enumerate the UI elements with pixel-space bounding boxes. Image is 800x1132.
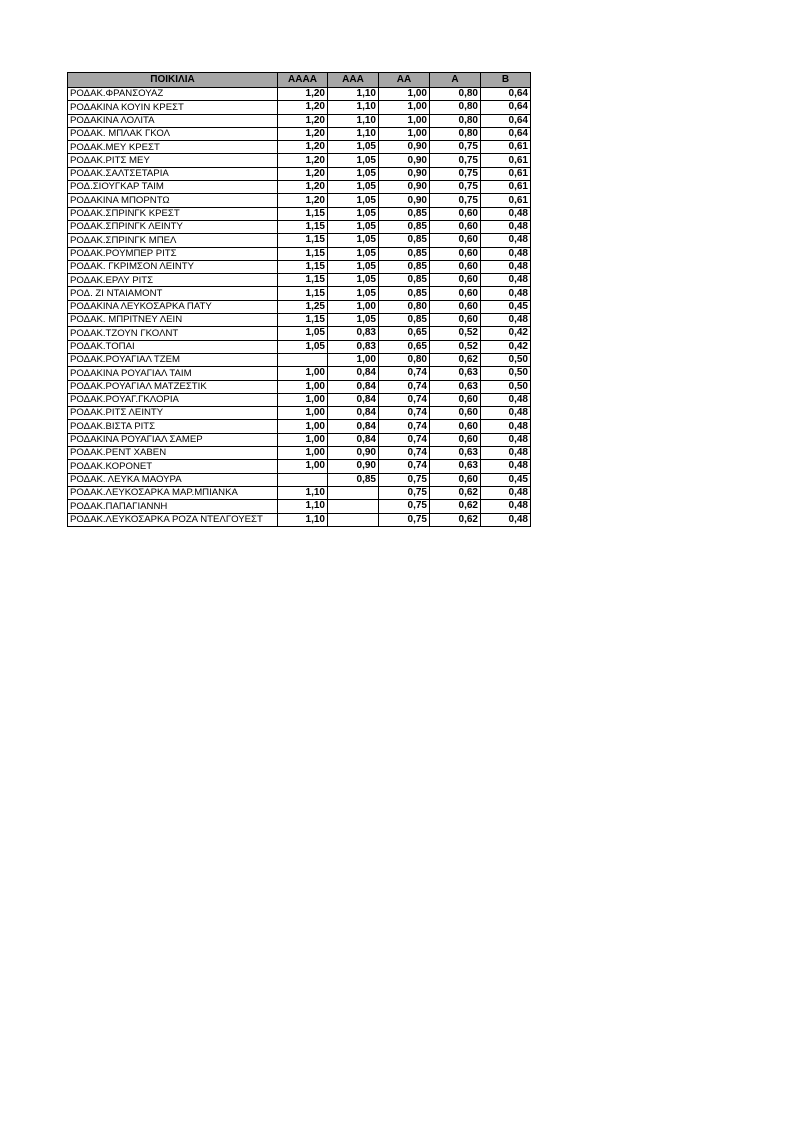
variety-cell: ΡΟΔΑΚ.ΣΠΡΙΝΓΚ ΜΠΕΛ [68,234,278,247]
grade-a-cell: 0,60 [430,247,481,260]
grade-aaa-cell [328,500,379,513]
grade-b-cell: 0,42 [481,327,531,340]
grade-a-cell: 0,75 [430,181,481,194]
grade-aa-cell: 1,00 [379,88,430,101]
variety-cell: ΡΟΔΑΚ.ΣΠΡΙΝΓΚ ΚΡΕΣΤ [68,207,278,220]
grade-b-cell: 0,42 [481,340,531,353]
grade-b-cell: 0,48 [481,447,531,460]
grade-aaa-cell: 0,84 [328,433,379,446]
grade-aaa-cell: 1,10 [328,88,379,101]
grade-a-cell: 0,60 [430,407,481,420]
table-row [68,500,531,513]
grade-b-cell: 0,48 [481,207,531,220]
grade-a-cell: 0,80 [430,114,481,127]
grade-b-cell: 0,61 [481,154,531,167]
grade-b-cell: 0,48 [481,433,531,446]
grade-a-cell: 0,62 [430,500,481,513]
table-row [68,127,531,140]
grade-a-cell: 0,63 [430,447,481,460]
grade-aa-cell: 0,75 [379,473,430,486]
grade-a-cell: 0,62 [430,513,481,526]
grade-aa-cell: 0,85 [379,234,430,247]
grade-aaaa-cell [278,473,328,486]
variety-cell: ΡΟΔΑΚ.ΡΙΤΣ ΜΕΥ [68,154,278,167]
grade-a-cell: 0,60 [430,260,481,273]
grade-a-cell: 0,63 [430,380,481,393]
grade-a-cell: 0,60 [430,420,481,433]
header-row [68,73,531,88]
grade-b-cell: 0,48 [481,314,531,327]
grade-aaa-cell [328,513,379,526]
grade-aa-cell: 0,85 [379,287,430,300]
grade-aaa-cell: 1,05 [328,234,379,247]
grade-a-cell: 0,60 [430,220,481,233]
grade-aaa-cell: 0,83 [328,327,379,340]
grade-aa-cell: 0,74 [379,393,430,406]
grade-b-cell: 0,61 [481,141,531,154]
header-grade-b: B [481,73,531,88]
variety-cell: ΡΟΔΑΚΙΝΑ ΛΕΥΚΟΣΑΡΚΑ ΠΑΤΥ [68,300,278,313]
table-row [68,460,531,473]
table-row [68,207,531,220]
grade-aa-cell: 0,74 [379,380,430,393]
grade-aa-cell: 0,65 [379,327,430,340]
grade-a-cell: 0,60 [430,393,481,406]
grade-b-cell: 0,61 [481,167,531,180]
grade-a-cell: 0,75 [430,154,481,167]
grade-b-cell: 0,48 [481,420,531,433]
grade-aaa-cell: 0,90 [328,460,379,473]
grade-b-cell: 0,48 [481,500,531,513]
table-row [68,234,531,247]
variety-cell: ΡΟΔΑΚ.ΡΕΝΤ ΧΑΒΕΝ [68,447,278,460]
grade-a-cell: 0,60 [430,433,481,446]
grade-b-cell: 0,64 [481,127,531,140]
table-row [68,220,531,233]
grade-aaaa-cell: 1,20 [278,181,328,194]
variety-cell: ΡΟΔΑΚΙΝΑ ΡΟΥΑΓΙΑΛ ΤΑΙΜ [68,367,278,380]
grade-b-cell: 0,48 [481,407,531,420]
grade-b-cell: 0,48 [481,247,531,260]
grade-a-cell: 0,75 [430,141,481,154]
grade-aa-cell: 0,75 [379,486,430,499]
table-header [68,73,531,88]
variety-cell: ΡΟΔΑΚ.ΛΕΥΚΟΣΑΡΚΑ ΡΟΖΑ ΝΤΕΛΓΟΥΕΣΤ [68,513,278,526]
grade-aa-cell: 0,85 [379,207,430,220]
grade-aa-cell: 0,85 [379,314,430,327]
grade-aaa-cell: 1,10 [328,114,379,127]
grade-aaa-cell: 1,05 [328,274,379,287]
table-body [68,88,531,527]
grade-b-cell: 0,45 [481,473,531,486]
grade-b-cell: 0,64 [481,114,531,127]
grade-aa-cell: 0,80 [379,353,430,366]
grade-aaa-cell: 1,00 [328,300,379,313]
variety-cell: ΡΟΔΑΚ.ΡΟΥΑΓ.ΓΚΛΟΡΙΑ [68,393,278,406]
grade-aaaa-cell: 1,25 [278,300,328,313]
grade-a-cell: 0,75 [430,167,481,180]
variety-cell: ΡΟΔΑΚ.ΡΙΤΣ ΛΕΙΝΤΥ [68,407,278,420]
variety-cell: ΡΟΔΑΚΙΝΑ ΡΟΥΑΓΙΑΛ ΣΑΜΕΡ [68,433,278,446]
grade-a-cell: 0,80 [430,127,481,140]
variety-cell: ΡΟΔ.ΣΙΟΥΓΚΑΡ ΤΑΙΜ [68,181,278,194]
grade-aa-cell: 0,74 [379,433,430,446]
variety-cell: ΡΟΔΑΚΙΝΑ ΚΟΥΙΝ ΚΡΕΣΤ [68,101,278,114]
grade-aaa-cell: 0,84 [328,380,379,393]
table-row [68,287,531,300]
table-row [68,340,531,353]
grade-aaaa-cell [278,353,328,366]
grade-aa-cell: 0,90 [379,194,430,207]
grade-aaa-cell: 1,05 [328,220,379,233]
grade-b-cell: 0,48 [481,486,531,499]
grade-aaa-cell: 0,84 [328,420,379,433]
variety-cell: ΡΟΔΑΚ. ΜΠΡΙΤΝΕΥ ΛΕΙΝ [68,314,278,327]
table-row [68,141,531,154]
table-row [68,393,531,406]
grade-aaaa-cell: 1,20 [278,114,328,127]
table-row [68,114,531,127]
grade-aaaa-cell: 1,20 [278,154,328,167]
grade-aaaa-cell: 1,10 [278,486,328,499]
grade-b-cell: 0,48 [481,393,531,406]
grade-aa-cell: 0,74 [379,420,430,433]
grade-b-cell: 0,45 [481,300,531,313]
variety-cell: ΡΟΔΑΚΙΝΑ ΜΠΟΡΝΤΩ [68,194,278,207]
grade-aa-cell: 0,90 [379,167,430,180]
table-row [68,420,531,433]
grade-b-cell: 0,61 [481,181,531,194]
grade-aaaa-cell: 1,20 [278,141,328,154]
grade-aa-cell: 0,74 [379,447,430,460]
variety-cell: ΡΟΔΑΚ.ΣΑΛΤΣΕΤΑΡΙΑ [68,167,278,180]
variety-cell: ΡΟΔΑΚ.ΚΟΡΟΝΕΤ [68,460,278,473]
variety-cell: ΡΟΔΑΚ. ΛΕΥΚΑ ΜΑΟΥΡΑ [68,473,278,486]
table-row [68,353,531,366]
grade-b-cell: 0,48 [481,460,531,473]
grade-a-cell: 0,60 [430,300,481,313]
grade-b-cell: 0,64 [481,101,531,114]
grade-aaaa-cell: 1,20 [278,194,328,207]
grade-a-cell: 0,62 [430,353,481,366]
grade-aaaa-cell: 1,00 [278,420,328,433]
variety-cell: ΡΟΔΑΚ. ΓΚΡΙΜΣΟΝ ΛΕΙΝΤΥ [68,260,278,273]
grade-aa-cell: 0,90 [379,141,430,154]
grade-aaaa-cell: 1,15 [278,314,328,327]
grade-aaa-cell: 1,05 [328,167,379,180]
grade-aaa-cell: 0,84 [328,393,379,406]
grade-aaa-cell: 0,83 [328,340,379,353]
table-row [68,513,531,526]
grade-a-cell: 0,60 [430,473,481,486]
variety-cell: ΡΟΔΑΚ.ΠΑΠΑΓΙΑΝΝΗ [68,500,278,513]
grade-b-cell: 0,61 [481,194,531,207]
grade-aaa-cell: 1,05 [328,154,379,167]
grade-a-cell: 0,63 [430,367,481,380]
grade-aa-cell: 0,74 [379,367,430,380]
grade-aaaa-cell: 1,00 [278,367,328,380]
grade-aa-cell: 1,00 [379,101,430,114]
variety-cell: ΡΟΔΑΚ.ΤΖΟΥΝ ΓΚΟΛΝΤ [68,327,278,340]
grade-aaa-cell: 1,05 [328,181,379,194]
grade-aa-cell: 0,75 [379,500,430,513]
variety-cell: ΡΟΔΑΚ. ΜΠΛΑΚ ΓΚΟΛ [68,127,278,140]
header-grade-aaaa: AAAA [278,73,328,88]
grade-aaaa-cell: 1,05 [278,327,328,340]
table-row [68,473,531,486]
grade-aa-cell: 1,00 [379,127,430,140]
grade-b-cell: 0,48 [481,287,531,300]
grade-a-cell: 0,80 [430,88,481,101]
grade-aa-cell: 0,85 [379,220,430,233]
header-grade-aaa: AAA [328,73,379,88]
header-grade-aa: AA [379,73,430,88]
grade-aaa-cell: 1,00 [328,353,379,366]
variety-cell: ΡΟΔΑΚ.ΜΕΥ ΚΡΕΣΤ [68,141,278,154]
grade-aaaa-cell: 1,15 [278,207,328,220]
variety-cell: ΡΟΔΑΚ.ΦΡΑΝΣΟΥΑΖ [68,88,278,101]
variety-cell: ΡΟΔΑΚ.ΕΡΛΥ ΡΙΤΣ [68,274,278,287]
grade-a-cell: 0,60 [430,287,481,300]
grade-a-cell: 0,63 [430,460,481,473]
grade-b-cell: 0,50 [481,367,531,380]
table-row [68,247,531,260]
grade-aaa-cell: 1,10 [328,127,379,140]
grade-a-cell: 0,75 [430,194,481,207]
variety-cell: ΡΟΔΑΚ.ΡΟΥΜΠΕΡ ΡΙΤΣ [68,247,278,260]
grade-b-cell: 0,48 [481,260,531,273]
grade-aa-cell: 0,90 [379,154,430,167]
grade-aaaa-cell: 1,20 [278,167,328,180]
variety-cell: ΡΟΔΑΚ.ΛΕΥΚΟΣΑΡΚΑ ΜΑΡ.ΜΠΙΑΝΚΑ [68,486,278,499]
variety-cell: ΡΟΔΑΚ.ΡΟΥΑΓΙΑΛ ΜΑΤΖΕΣΤΙΚ [68,380,278,393]
grade-aaa-cell: 1,05 [328,247,379,260]
grade-a-cell: 0,52 [430,340,481,353]
grade-a-cell: 0,62 [430,486,481,499]
grade-b-cell: 0,50 [481,380,531,393]
grade-aaaa-cell: 1,00 [278,393,328,406]
grade-aaaa-cell: 1,15 [278,220,328,233]
table-row [68,486,531,499]
grade-a-cell: 0,60 [430,234,481,247]
header-variety: ΠΟΙΚΙΛΙΑ [68,73,278,88]
table-row [68,154,531,167]
table-row [68,194,531,207]
variety-cell: ΡΟΔ. ΖΙ ΝΤΑΙΑΜΟΝΤ [68,287,278,300]
grade-aa-cell: 0,85 [379,260,430,273]
table-row [68,380,531,393]
variety-cell: ΡΟΔΑΚΙΝΑ ΛΟΛΙΤΑ [68,114,278,127]
grade-b-cell: 0,48 [481,513,531,526]
grade-aaa-cell: 1,05 [328,141,379,154]
grade-aaa-cell: 1,05 [328,194,379,207]
grade-aa-cell: 0,85 [379,274,430,287]
table-row [68,88,531,101]
header-grade-a: A [430,73,481,88]
variety-cell: ΡΟΔΑΚ.ΤΟΠΑΙ [68,340,278,353]
grade-aaaa-cell: 1,20 [278,127,328,140]
table-row [68,167,531,180]
table-row [68,447,531,460]
grade-aaaa-cell: 1,00 [278,407,328,420]
grade-aaaa-cell: 1,00 [278,433,328,446]
grade-aaaa-cell: 1,05 [278,340,328,353]
grade-aaa-cell [328,486,379,499]
variety-price-table [67,72,531,527]
grade-a-cell: 0,60 [430,274,481,287]
grade-b-cell: 0,48 [481,274,531,287]
grade-aaa-cell: 1,10 [328,101,379,114]
grade-aaa-cell: 1,05 [328,260,379,273]
grade-aa-cell: 0,90 [379,181,430,194]
grade-aa-cell: 0,74 [379,407,430,420]
variety-cell: ΡΟΔΑΚ.ΒΙΣΤΑ ΡΙΤΣ [68,420,278,433]
grade-aaaa-cell: 1,15 [278,274,328,287]
grade-aaaa-cell: 1,15 [278,234,328,247]
grade-b-cell: 0,48 [481,234,531,247]
grade-aaa-cell: 0,85 [328,473,379,486]
grade-a-cell: 0,52 [430,327,481,340]
table-row [68,101,531,114]
grade-aaaa-cell: 1,10 [278,513,328,526]
grade-aaa-cell: 1,05 [328,314,379,327]
grade-aaaa-cell: 1,00 [278,460,328,473]
grade-aaaa-cell: 1,20 [278,88,328,101]
table-row [68,274,531,287]
grade-aaa-cell: 0,90 [328,447,379,460]
grade-aa-cell: 0,80 [379,300,430,313]
grade-a-cell: 0,60 [430,207,481,220]
grade-aaaa-cell: 1,15 [278,287,328,300]
table-row [68,327,531,340]
grade-aa-cell: 0,74 [379,460,430,473]
variety-cell: ΡΟΔΑΚ.ΣΠΡΙΝΓΚ ΛΕΙΝΤΥ [68,220,278,233]
table-row [68,433,531,446]
table-row [68,300,531,313]
grade-aaaa-cell: 1,00 [278,380,328,393]
grade-b-cell: 0,50 [481,353,531,366]
grade-aaaa-cell: 1,15 [278,260,328,273]
grade-aa-cell: 0,85 [379,247,430,260]
grade-aaaa-cell: 1,10 [278,500,328,513]
grade-aaaa-cell: 1,00 [278,447,328,460]
price-sheet [67,72,531,527]
grade-aaa-cell: 0,84 [328,367,379,380]
grade-aaaa-cell: 1,20 [278,101,328,114]
table-row [68,181,531,194]
variety-cell: ΡΟΔΑΚ.ΡΟΥΑΓΙΑΛ ΤΖΕΜ [68,353,278,366]
grade-aaa-cell: 1,05 [328,287,379,300]
table-row [68,314,531,327]
table-row [68,260,531,273]
grade-b-cell: 0,48 [481,220,531,233]
grade-aaaa-cell: 1,15 [278,247,328,260]
grade-aa-cell: 0,75 [379,513,430,526]
grade-b-cell: 0,64 [481,88,531,101]
grade-aa-cell: 0,65 [379,340,430,353]
grade-a-cell: 0,80 [430,101,481,114]
table-row [68,367,531,380]
table-row [68,407,531,420]
grade-aaa-cell: 1,05 [328,207,379,220]
grade-aaa-cell: 0,84 [328,407,379,420]
grade-aa-cell: 1,00 [379,114,430,127]
grade-a-cell: 0,60 [430,314,481,327]
